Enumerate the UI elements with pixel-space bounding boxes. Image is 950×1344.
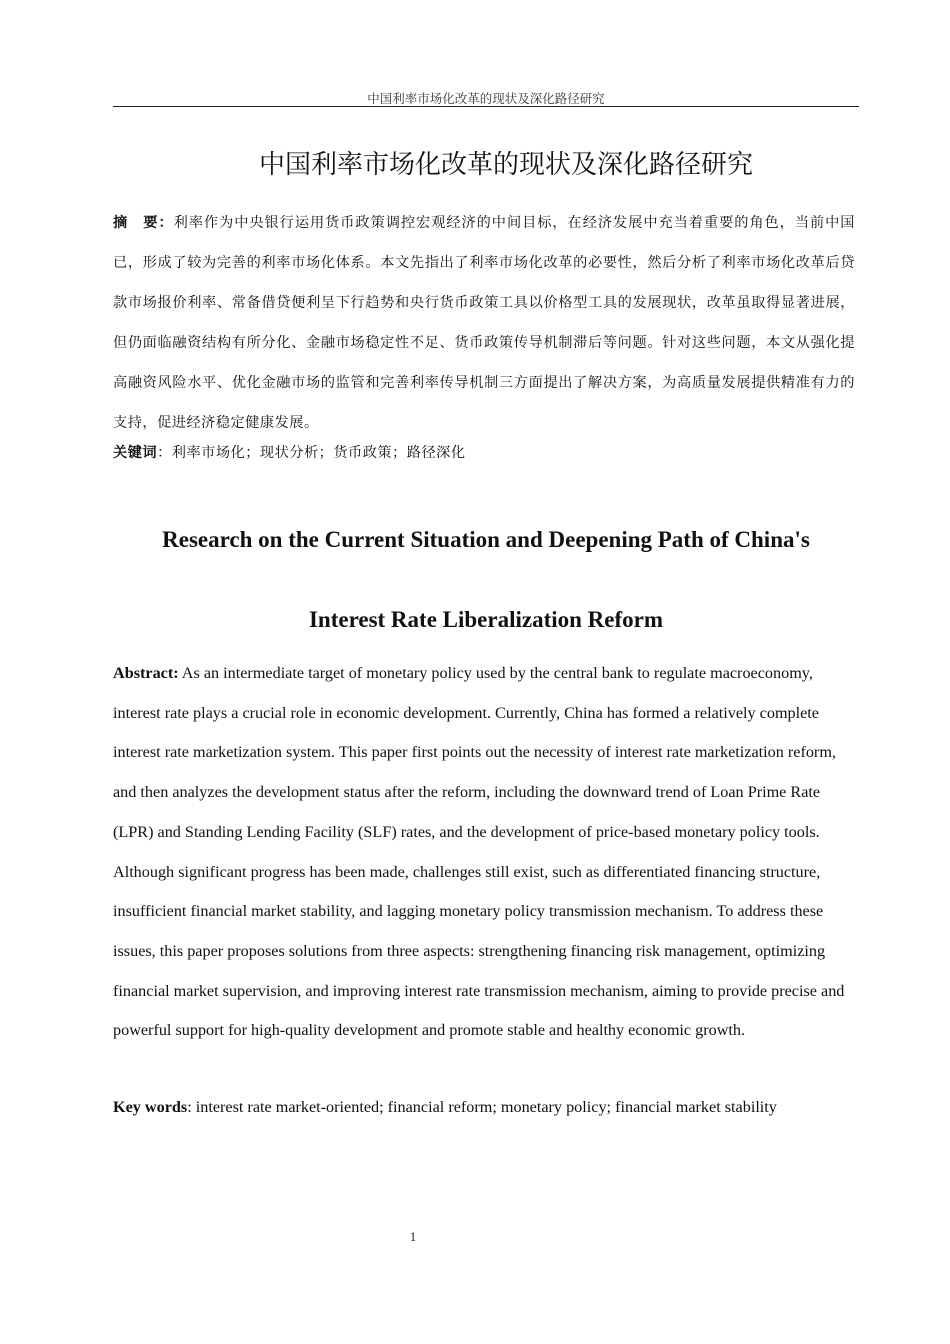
- english-abstract: [113, 654, 855, 1051]
- english-abstract-text: As an intermediate target of monetary policy used by the central bank to regulate macroeconomy, interest rate plays a crucial role in economic development. Currently, China has formed a relatively complete interest rate marketization system. This paper first points out the necessity of interest rate marketization reform, and then analyzes the development status after the reform, including the downward trend of Loan Prime Rate (LPR) and Standing Lending Facility (SLF) rates, and the development of price-based monetary policy tools. Although significant progress has been made, challenges still exist, such as differentiated financing structure, insufficient financial market stability, and lagging monetary policy transmission mechanism. To address these issues, this paper proposes solutions from three aspects: strengthening financing risk management, optimizing financial market supervision, and improving interest rate transmission mechanism, aiming to provide precise and powerful support for high-quality development and promote stable and healthy economic growth.: [113, 664, 845, 1040]
- english-keywords-label: Key words: [113, 1098, 188, 1116]
- english-title-line-2: Interest Rate Liberalization Reform: [308, 607, 664, 632]
- chinese-keywords-label: 关键词: [113, 445, 158, 461]
- chinese-title: 中国利率市场化改革的现状及深化路径研究: [258, 150, 753, 180]
- english-keywords: [113, 1095, 855, 1119]
- english-keywords-text: : interest rate market-oriented; financial reform; monetary policy; financial market stability: [187, 1098, 777, 1116]
- chinese-abstract: [113, 203, 855, 443]
- running-header: 中国利率市场化改革的现状及深化路径研究: [367, 91, 605, 106]
- chinese-abstract-text: 利率作为中央银行运用货币政策调控宏观经济的中间目标，在经济发展中充当着重要的角色，当前中国已，形成了较为完善的利率市场化体系。本文先指出了利率市场化改革的必要性，然后分析了利率市场化改革后贷款市场报价利率、常备借贷便利呈下行趋势和央行货币政策工具以价格型工具的发展现状，改革虽取得显著进展，但仍面临融资结构有所分化、金融市场稳定性不足、货币政策传导机制滞后等问题。针对这些问题，本文从强化提高融资风险水平、优化金融市场的监管和完善利率传导机制三方面提出了解决方案，为高质量发展提供精准有力的支持，促进经济稳定健康发展。: [113, 215, 855, 431]
- header-rule: [113, 106, 859, 107]
- page-number: 1: [409, 1229, 417, 1244]
- chinese-keywords: [113, 441, 855, 465]
- english-abstract-label: Abstract:: [113, 664, 179, 682]
- chinese-keywords-text: ：利率市场化；现状分析；货币政策；路径深化: [157, 445, 466, 461]
- english-title-line-1: Research on the Current Situation and Deepening Path of China's: [162, 527, 810, 552]
- chinese-abstract-label: 摘 要：: [113, 215, 174, 231]
